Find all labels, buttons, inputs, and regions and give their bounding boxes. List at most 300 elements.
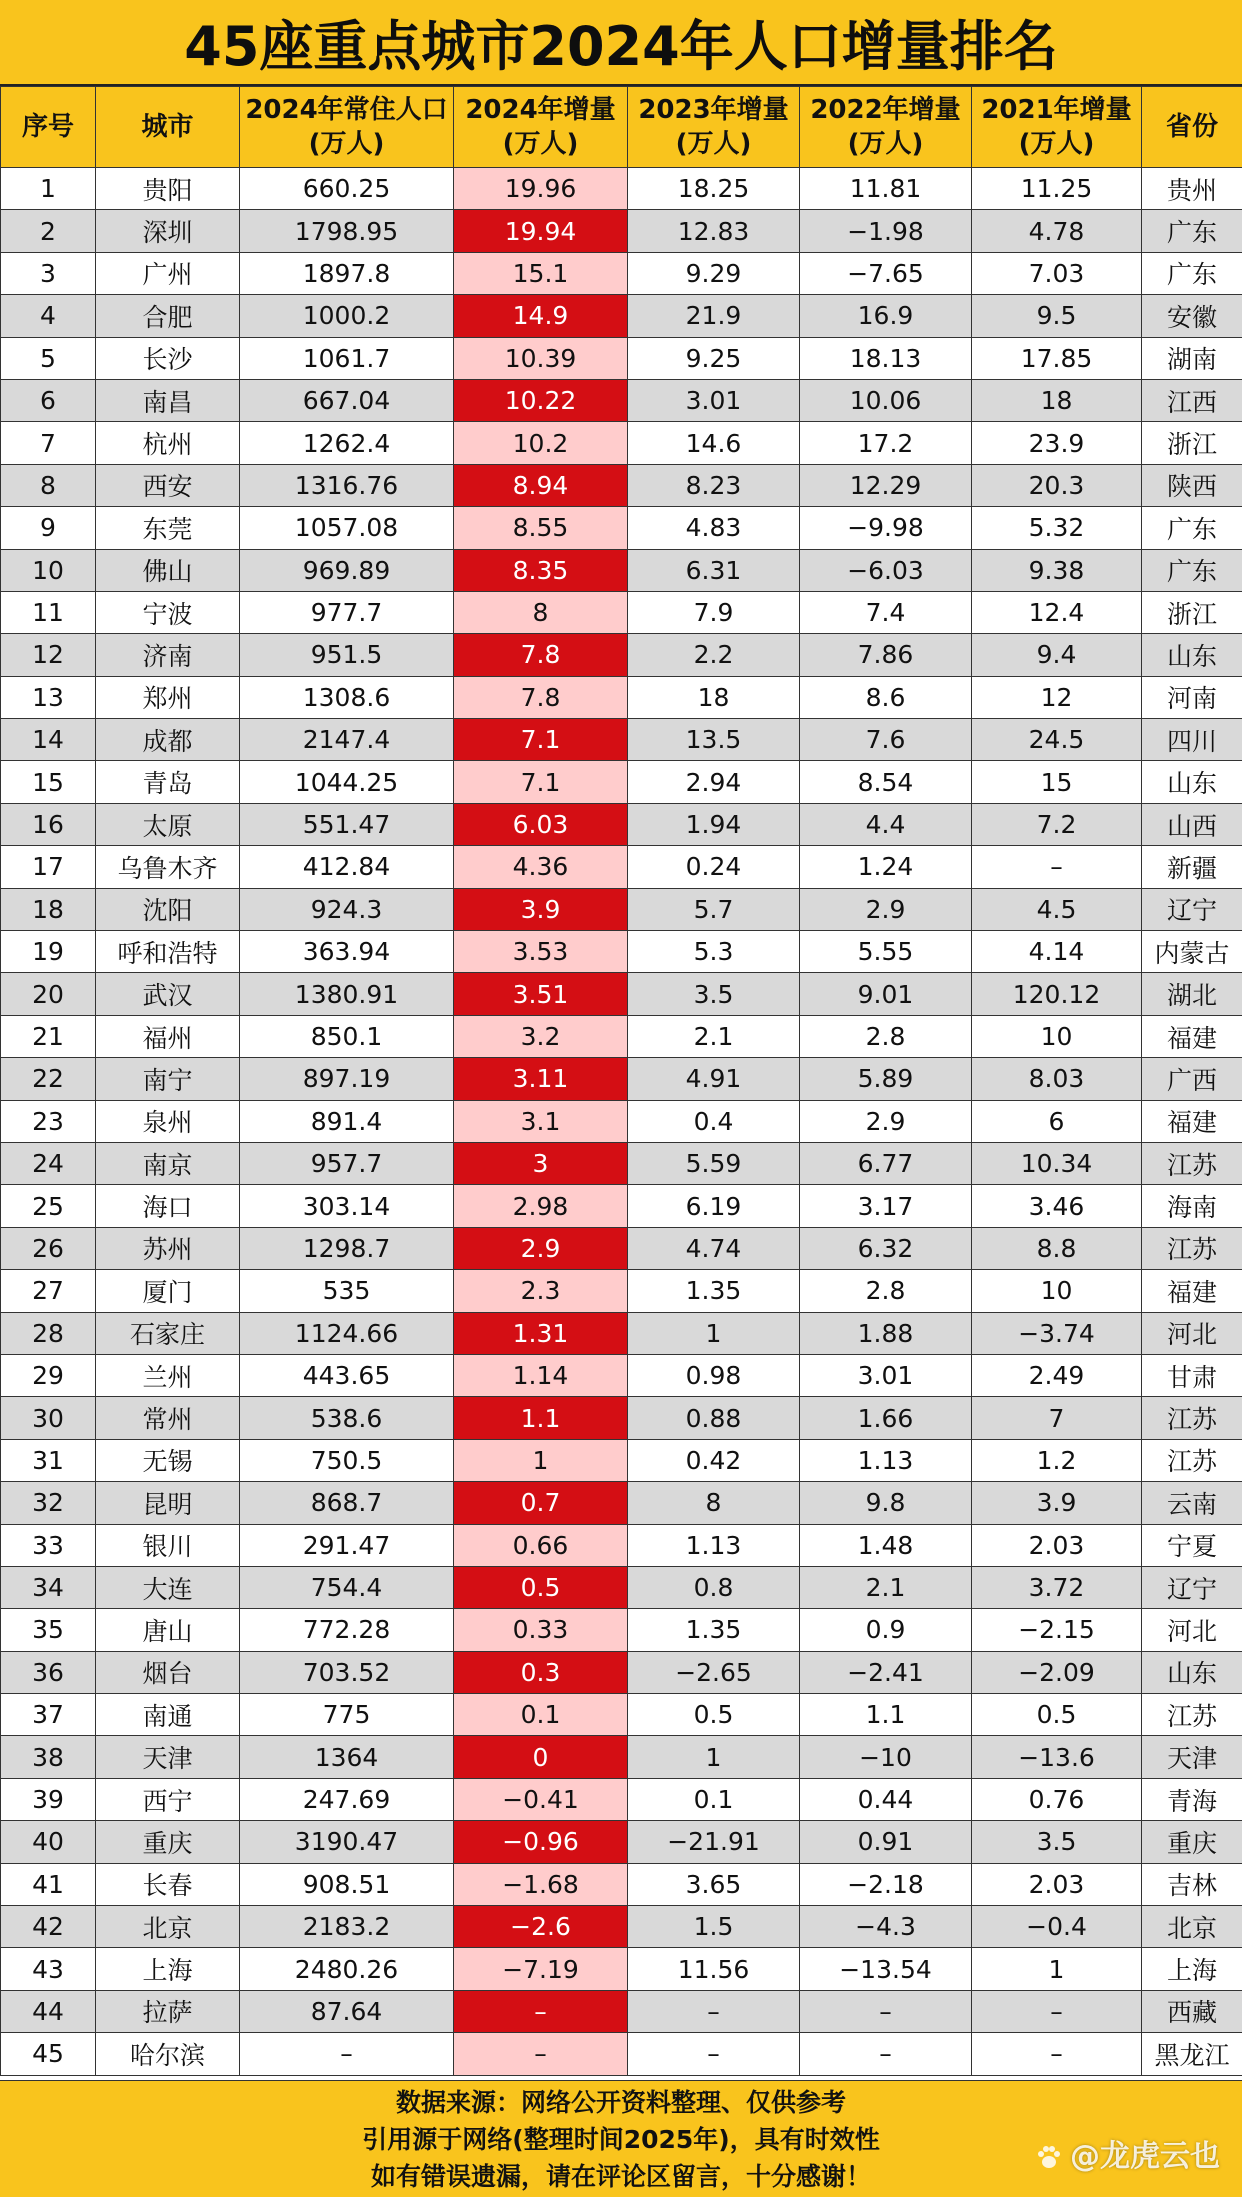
cell-inc2021: 7	[972, 1397, 1142, 1439]
cell-pop2024: –	[240, 2033, 454, 2075]
cell-inc2024: −1.68	[454, 1863, 628, 1905]
cell-city: 泉州	[96, 1100, 240, 1142]
cell-city: 上海	[96, 1948, 240, 1990]
cell-province: 浙江	[1142, 591, 1242, 633]
cell-inc2021: 0.5	[972, 1694, 1142, 1736]
cell-inc2021: −2.09	[972, 1651, 1142, 1693]
col-header-city: 城市	[96, 87, 240, 168]
footer-line: 引用源于网络(整理时间2025年)，具有时效性	[362, 2124, 880, 2154]
cell-province: 江西	[1142, 379, 1242, 421]
cell-inc2022: 1.1	[800, 1694, 972, 1736]
cell-inc2022: 10.06	[800, 379, 972, 421]
cell-inc2024: –	[454, 2033, 628, 2075]
cell-inc2021: 2.03	[972, 1863, 1142, 1905]
table-row	[1, 931, 1242, 973]
cell-city: 北京	[96, 1906, 240, 1948]
cell-inc2023: 1	[628, 1312, 800, 1354]
cell-inc2021: 3.9	[972, 1482, 1142, 1524]
paw-icon	[1034, 2142, 1064, 2172]
cell-pop2024: 303.14	[240, 1185, 454, 1227]
cell-rank: 7	[1, 422, 96, 464]
cell-inc2021: 20.3	[972, 464, 1142, 506]
cell-inc2021: −2.15	[972, 1609, 1142, 1651]
table-row	[1, 1142, 1242, 1184]
cell-inc2023: 1.94	[628, 803, 800, 845]
cell-inc2024: 1.1	[454, 1397, 628, 1439]
table-row	[1, 1312, 1242, 1354]
cell-inc2021: 9.38	[972, 549, 1142, 591]
cell-rank: 19	[1, 931, 96, 973]
cell-inc2021: 4.78	[972, 210, 1142, 252]
cell-inc2023: −21.91	[628, 1821, 800, 1863]
cell-inc2023: 2.1	[628, 1015, 800, 1057]
cell-inc2021: 10.34	[972, 1142, 1142, 1184]
cell-inc2023: 7.9	[628, 591, 800, 633]
table-row	[1, 1821, 1242, 1863]
cell-inc2021: 15	[972, 761, 1142, 803]
cell-inc2021: 9.4	[972, 634, 1142, 676]
cell-inc2022: 5.89	[800, 1058, 972, 1100]
cell-inc2021: 12.4	[972, 591, 1142, 633]
cell-pop2024: 754.4	[240, 1566, 454, 1608]
cell-inc2021: −0.4	[972, 1906, 1142, 1948]
cell-province: 广东	[1142, 507, 1242, 549]
cell-province: 安徽	[1142, 295, 1242, 337]
table-row	[1, 1397, 1242, 1439]
cell-pop2024: 412.84	[240, 846, 454, 888]
cell-inc2023: 6.19	[628, 1185, 800, 1227]
cell-inc2021: 1	[972, 1948, 1142, 1990]
cell-province: 吉林	[1142, 1863, 1242, 1905]
cell-inc2023: 6.31	[628, 549, 800, 591]
cell-inc2023: 5.7	[628, 888, 800, 930]
cell-rank: 13	[1, 676, 96, 718]
cell-pop2024: 667.04	[240, 379, 454, 421]
cell-city: 杭州	[96, 422, 240, 464]
cell-pop2024: 868.7	[240, 1482, 454, 1524]
cell-inc2024: –	[454, 1990, 628, 2032]
cell-city: 苏州	[96, 1227, 240, 1269]
table-row	[1, 1906, 1242, 1948]
cell-rank: 24	[1, 1142, 96, 1184]
cell-pop2024: 891.4	[240, 1100, 454, 1142]
cell-rank: 21	[1, 1015, 96, 1057]
cell-province: 湖北	[1142, 973, 1242, 1015]
cell-rank: 37	[1, 1694, 96, 1736]
cell-inc2022: –	[800, 2033, 972, 2075]
table-row	[1, 973, 1242, 1015]
cell-rank: 42	[1, 1906, 96, 1948]
cell-rank: 44	[1, 1990, 96, 2032]
cell-inc2024: 0	[454, 1736, 628, 1778]
cell-pop2024: 1000.2	[240, 295, 454, 337]
cell-pop2024: 247.69	[240, 1778, 454, 1820]
cell-province: 浙江	[1142, 422, 1242, 464]
cell-province: 福建	[1142, 1100, 1242, 1142]
cell-rank: 27	[1, 1270, 96, 1312]
cell-city: 天津	[96, 1736, 240, 1778]
cell-inc2022: 8.54	[800, 761, 972, 803]
cell-inc2021: 7.2	[972, 803, 1142, 845]
table-row	[1, 1185, 1242, 1227]
cell-inc2021: 8.8	[972, 1227, 1142, 1269]
cell-city: 昆明	[96, 1482, 240, 1524]
table-row	[1, 422, 1242, 464]
cell-inc2022: 2.8	[800, 1015, 972, 1057]
cell-inc2022: 2.9	[800, 1100, 972, 1142]
cell-province: 湖南	[1142, 337, 1242, 379]
table-row	[1, 337, 1242, 379]
cell-inc2021: 10	[972, 1015, 1142, 1057]
cell-rank: 4	[1, 295, 96, 337]
cell-inc2023: 4.74	[628, 1227, 800, 1269]
cell-province: 山西	[1142, 803, 1242, 845]
cell-inc2022: −7.65	[800, 252, 972, 294]
cell-pop2024: 87.64	[240, 1990, 454, 2032]
col-header-inc2024: 2024年增量 (万人)	[454, 87, 628, 168]
cell-inc2023: 0.42	[628, 1439, 800, 1481]
cell-inc2022: 0.91	[800, 1821, 972, 1863]
cell-inc2024: −7.19	[454, 1948, 628, 1990]
cell-city: 广州	[96, 252, 240, 294]
cell-inc2023: 5.3	[628, 931, 800, 973]
table-row	[1, 379, 1242, 421]
cell-pop2024: 1262.4	[240, 422, 454, 464]
cell-pop2024: 924.3	[240, 888, 454, 930]
cell-inc2022: 11.81	[800, 168, 972, 210]
cell-city: 宁波	[96, 591, 240, 633]
cell-rank: 39	[1, 1778, 96, 1820]
cell-inc2021: 4.5	[972, 888, 1142, 930]
cell-inc2024: 6.03	[454, 803, 628, 845]
cell-province: 江苏	[1142, 1439, 1242, 1481]
cell-city: 乌鲁木齐	[96, 846, 240, 888]
cell-rank: 23	[1, 1100, 96, 1142]
table-body	[1, 168, 1242, 2076]
cell-inc2021: 5.32	[972, 507, 1142, 549]
cell-inc2024: 19.94	[454, 210, 628, 252]
cell-city: 合肥	[96, 295, 240, 337]
cell-inc2021: 10	[972, 1270, 1142, 1312]
cell-inc2024: 3.51	[454, 973, 628, 1015]
cell-inc2022: 9.8	[800, 1482, 972, 1524]
cell-inc2022: −2.18	[800, 1863, 972, 1905]
cell-province: 广东	[1142, 252, 1242, 294]
cell-rank: 43	[1, 1948, 96, 1990]
cell-pop2024: 1124.66	[240, 1312, 454, 1354]
cell-pop2024: 957.7	[240, 1142, 454, 1184]
cell-inc2024: −2.6	[454, 1906, 628, 1948]
cell-rank: 32	[1, 1482, 96, 1524]
cell-inc2021: 2.03	[972, 1524, 1142, 1566]
table-row	[1, 464, 1242, 506]
cell-city: 银川	[96, 1524, 240, 1566]
cell-rank: 16	[1, 803, 96, 845]
cell-inc2023: 12.83	[628, 210, 800, 252]
cell-pop2024: 551.47	[240, 803, 454, 845]
cell-rank: 17	[1, 846, 96, 888]
cell-inc2024: 7.1	[454, 719, 628, 761]
cell-inc2022: 12.29	[800, 464, 972, 506]
cell-inc2024: 10.22	[454, 379, 628, 421]
cell-inc2021: 9.5	[972, 295, 1142, 337]
cell-inc2022: −6.03	[800, 549, 972, 591]
cell-province: 四川	[1142, 719, 1242, 761]
cell-inc2021: –	[972, 846, 1142, 888]
cell-inc2023: 0.98	[628, 1354, 800, 1396]
cell-rank: 38	[1, 1736, 96, 1778]
table-row	[1, 803, 1242, 845]
table-row	[1, 1439, 1242, 1481]
table-row	[1, 1227, 1242, 1269]
cell-pop2024: 1316.76	[240, 464, 454, 506]
cell-inc2024: 1.14	[454, 1354, 628, 1396]
col-header-inc2023: 2023年增量 (万人)	[628, 87, 800, 168]
table-row	[1, 761, 1242, 803]
cell-city: 武汉	[96, 973, 240, 1015]
cell-province: 新疆	[1142, 846, 1242, 888]
cell-inc2021: −13.6	[972, 1736, 1142, 1778]
cell-inc2022: –	[800, 1990, 972, 2032]
cell-inc2023: 0.1	[628, 1778, 800, 1820]
cell-province: 河北	[1142, 1312, 1242, 1354]
cell-inc2021: −3.74	[972, 1312, 1142, 1354]
col-header-rank: 序号	[1, 87, 96, 168]
table-row	[1, 1270, 1242, 1312]
cell-pop2024: 772.28	[240, 1609, 454, 1651]
cell-province: 天津	[1142, 1736, 1242, 1778]
cell-inc2022: −9.98	[800, 507, 972, 549]
cell-inc2021: 120.12	[972, 973, 1142, 1015]
cell-inc2023: 1.13	[628, 1524, 800, 1566]
cell-province: 辽宁	[1142, 888, 1242, 930]
cell-inc2022: 6.32	[800, 1227, 972, 1269]
cell-rank: 28	[1, 1312, 96, 1354]
cell-inc2022: 0.9	[800, 1609, 972, 1651]
col-header-pop2024: 2024年常住人口 (万人)	[240, 87, 454, 168]
cell-province: 云南	[1142, 1482, 1242, 1524]
cell-inc2022: 0.44	[800, 1778, 972, 1820]
cell-city: 南通	[96, 1694, 240, 1736]
cell-rank: 36	[1, 1651, 96, 1693]
cell-inc2022: 1.88	[800, 1312, 972, 1354]
table-row	[1, 1354, 1242, 1396]
cell-inc2024: 0.66	[454, 1524, 628, 1566]
cell-inc2021: 0.76	[972, 1778, 1142, 1820]
cell-province: 广东	[1142, 210, 1242, 252]
cell-inc2022: 3.17	[800, 1185, 972, 1227]
cell-inc2023: 21.9	[628, 295, 800, 337]
cell-province: 青海	[1142, 1778, 1242, 1820]
cell-inc2022: 7.4	[800, 591, 972, 633]
cell-province: 山东	[1142, 634, 1242, 676]
cell-rank: 22	[1, 1058, 96, 1100]
cell-rank: 20	[1, 973, 96, 1015]
cell-rank: 1	[1, 168, 96, 210]
table-row	[1, 591, 1242, 633]
cell-province: 甘肃	[1142, 1354, 1242, 1396]
cell-inc2023: 11.56	[628, 1948, 800, 1990]
header-row	[1, 87, 1242, 168]
cell-inc2024: 7.1	[454, 761, 628, 803]
cell-city: 长春	[96, 1863, 240, 1905]
cell-inc2021: 6	[972, 1100, 1142, 1142]
cell-inc2022: 5.55	[800, 931, 972, 973]
cell-inc2021: 3.46	[972, 1185, 1142, 1227]
cell-province: 西藏	[1142, 1990, 1242, 2032]
cell-inc2022: −10	[800, 1736, 972, 1778]
table-row	[1, 1100, 1242, 1142]
cell-inc2021: 24.5	[972, 719, 1142, 761]
cell-inc2022: 1.48	[800, 1524, 972, 1566]
cell-province: 福建	[1142, 1270, 1242, 1312]
table-row	[1, 252, 1242, 294]
cell-province: 广东	[1142, 549, 1242, 591]
cell-city: 沈阳	[96, 888, 240, 930]
cell-inc2024: 10.2	[454, 422, 628, 464]
cell-inc2023: 8	[628, 1482, 800, 1524]
cell-inc2024: 3	[454, 1142, 628, 1184]
cell-inc2024: −0.96	[454, 1821, 628, 1863]
cell-rank: 11	[1, 591, 96, 633]
cell-inc2022: 18.13	[800, 337, 972, 379]
cell-inc2024: 3.2	[454, 1015, 628, 1057]
cell-pop2024: 535	[240, 1270, 454, 1312]
cell-inc2022: 1.66	[800, 1397, 972, 1439]
cell-pop2024: 2480.26	[240, 1948, 454, 1990]
table-row	[1, 549, 1242, 591]
cell-rank: 29	[1, 1354, 96, 1396]
cell-city: 济南	[96, 634, 240, 676]
cell-city: 南宁	[96, 1058, 240, 1100]
cell-city: 贵阳	[96, 168, 240, 210]
cell-inc2024: 3.9	[454, 888, 628, 930]
cell-inc2022: −2.41	[800, 1651, 972, 1693]
cell-inc2023: 3.5	[628, 973, 800, 1015]
cell-pop2024: 2147.4	[240, 719, 454, 761]
col-header-province: 省份	[1142, 87, 1242, 168]
table-row	[1, 676, 1242, 718]
cell-inc2021: 3.72	[972, 1566, 1142, 1608]
table-row	[1, 1990, 1242, 2032]
cell-inc2024: 8	[454, 591, 628, 633]
ranking-table	[0, 86, 1242, 2076]
cell-pop2024: 850.1	[240, 1015, 454, 1057]
cell-inc2022: 4.4	[800, 803, 972, 845]
cell-inc2022: 2.9	[800, 888, 972, 930]
table-row	[1, 210, 1242, 252]
cell-pop2024: 1061.7	[240, 337, 454, 379]
cell-inc2022: −1.98	[800, 210, 972, 252]
cell-inc2023: 1.35	[628, 1270, 800, 1312]
cell-city: 常州	[96, 1397, 240, 1439]
cell-pop2024: 1364	[240, 1736, 454, 1778]
cell-city: 唐山	[96, 1609, 240, 1651]
cell-province: 江苏	[1142, 1142, 1242, 1184]
cell-city: 哈尔滨	[96, 2033, 240, 2075]
cell-inc2024: 15.1	[454, 252, 628, 294]
cell-city: 拉萨	[96, 1990, 240, 2032]
table-row	[1, 634, 1242, 676]
cell-city: 郑州	[96, 676, 240, 718]
cell-inc2023: 8.23	[628, 464, 800, 506]
cell-inc2023: 1.35	[628, 1609, 800, 1651]
cell-inc2023: 0.8	[628, 1566, 800, 1608]
cell-inc2024: 1.31	[454, 1312, 628, 1354]
cell-city: 海口	[96, 1185, 240, 1227]
cell-city: 佛山	[96, 549, 240, 591]
cell-inc2024: 0.3	[454, 1651, 628, 1693]
cell-inc2023: 9.25	[628, 337, 800, 379]
cell-province: 河北	[1142, 1609, 1242, 1651]
cell-inc2024: 14.9	[454, 295, 628, 337]
cell-inc2021: –	[972, 1990, 1142, 2032]
cell-rank: 9	[1, 507, 96, 549]
cell-inc2021: 3.5	[972, 1821, 1142, 1863]
cell-inc2023: 0.88	[628, 1397, 800, 1439]
cell-inc2023: 1.5	[628, 1906, 800, 1948]
cell-city: 烟台	[96, 1651, 240, 1693]
cell-city: 南昌	[96, 379, 240, 421]
table-row	[1, 507, 1242, 549]
table-row	[1, 1524, 1242, 1566]
cell-inc2023: 18	[628, 676, 800, 718]
cell-pop2024: 703.52	[240, 1651, 454, 1693]
footer-notes	[0, 2080, 1242, 2197]
cell-inc2022: 3.01	[800, 1354, 972, 1396]
cell-inc2023: 4.83	[628, 507, 800, 549]
col-header-inc2022: 2022年增量 (万人)	[800, 87, 972, 168]
cell-inc2022: −13.54	[800, 1948, 972, 1990]
table-row	[1, 1736, 1242, 1778]
cell-inc2022: 2.8	[800, 1270, 972, 1312]
cell-inc2024: 8.55	[454, 507, 628, 549]
cell-pop2024: 538.6	[240, 1397, 454, 1439]
cell-pop2024: 1380.91	[240, 973, 454, 1015]
cell-inc2024: 2.3	[454, 1270, 628, 1312]
cell-pop2024: 363.94	[240, 931, 454, 973]
table-row	[1, 1482, 1242, 1524]
cell-inc2021: –	[972, 2033, 1142, 2075]
cell-rank: 26	[1, 1227, 96, 1269]
cell-inc2021: 12	[972, 676, 1142, 718]
cell-city: 石家庄	[96, 1312, 240, 1354]
cell-rank: 25	[1, 1185, 96, 1227]
cell-rank: 15	[1, 761, 96, 803]
cell-inc2023: –	[628, 2033, 800, 2075]
cell-rank: 31	[1, 1439, 96, 1481]
cell-province: 重庆	[1142, 1821, 1242, 1863]
cell-inc2021: 2.49	[972, 1354, 1142, 1396]
cell-province: 贵州	[1142, 168, 1242, 210]
cell-province: 广西	[1142, 1058, 1242, 1100]
cell-rank: 8	[1, 464, 96, 506]
cell-inc2024: 3.11	[454, 1058, 628, 1100]
cell-pop2024: 908.51	[240, 1863, 454, 1905]
cell-pop2024: 660.25	[240, 168, 454, 210]
cell-rank: 14	[1, 719, 96, 761]
cell-inc2024: 1	[454, 1439, 628, 1481]
cell-rank: 45	[1, 2033, 96, 2075]
table-row	[1, 2033, 1242, 2075]
cell-inc2021: 17.85	[972, 337, 1142, 379]
table-row	[1, 1778, 1242, 1820]
cell-province: 宁夏	[1142, 1524, 1242, 1566]
table-row	[1, 888, 1242, 930]
cell-rank: 30	[1, 1397, 96, 1439]
cell-inc2022: 8.6	[800, 676, 972, 718]
cell-inc2024: −0.41	[454, 1778, 628, 1820]
